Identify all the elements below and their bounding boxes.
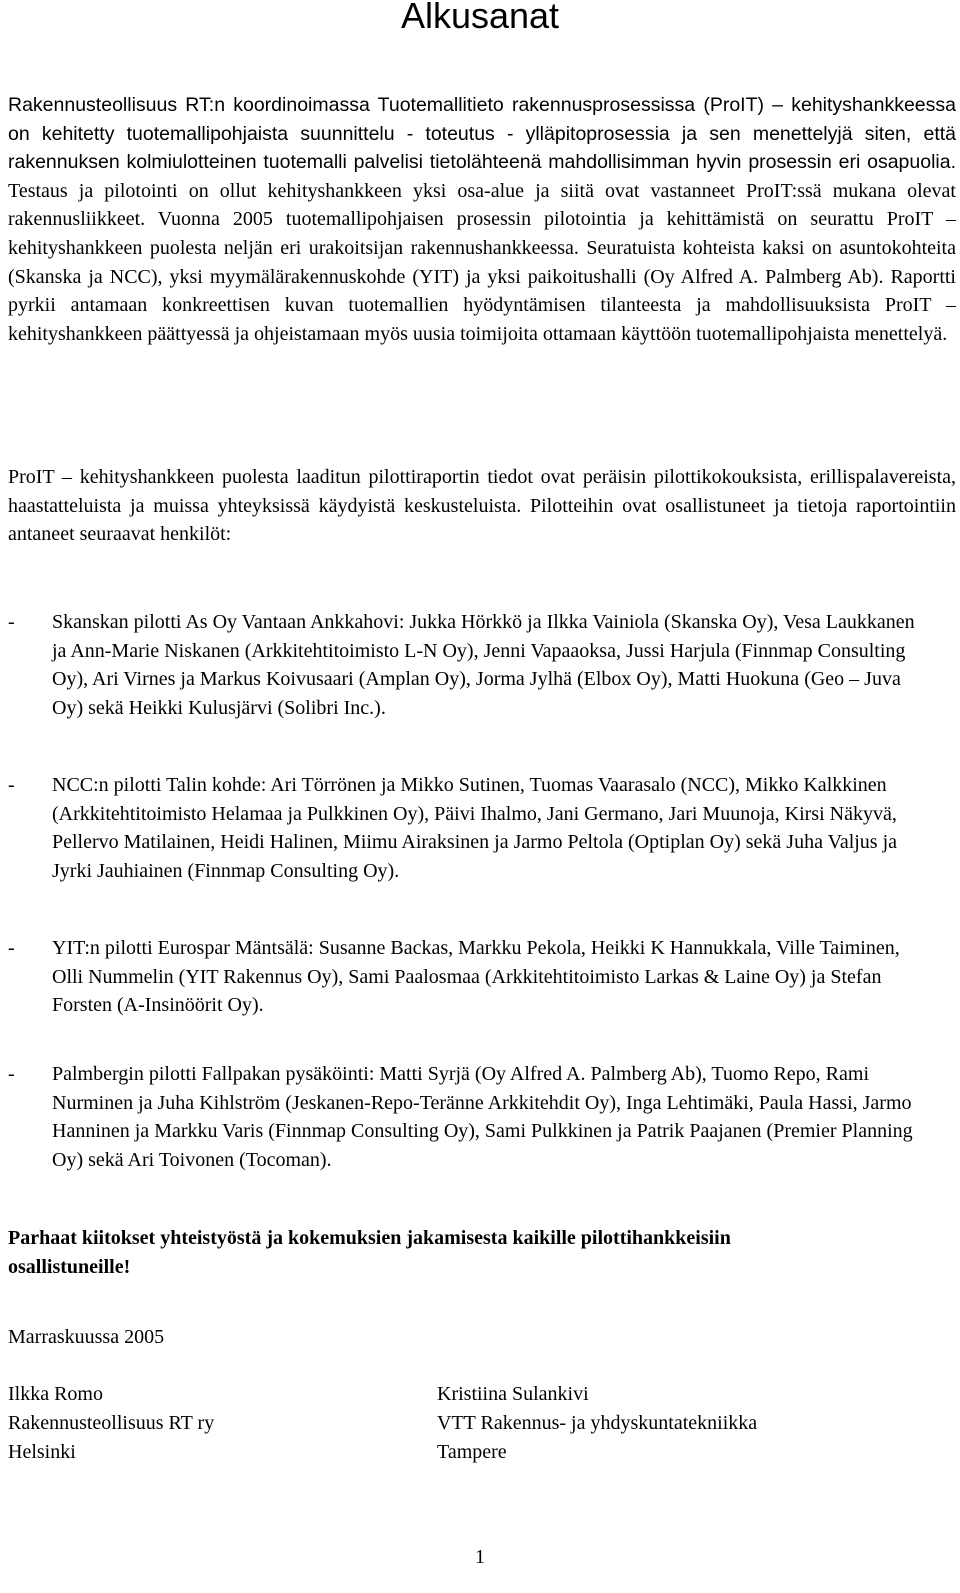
list-bullet: - (8, 937, 15, 959)
signer-organization: VTT Rakennus- ja yhdyskuntatekniikka (437, 1412, 758, 1434)
thanks-note: Parhaat kiitokset yhteistyöstä ja kokemuksien jakamisesta kaikille pilottihankkeisiin osallistuneille! (8, 1227, 731, 1278)
list-item-text: NCC:n pilotti Talin kohde: Ari Törrönen ja Mikko Sutinen, Tuomas Vaarasalo (NCC), Mikko Kalkkinen (Arkkitehtitoimisto Helamaa ja Pulkkinen Oy), Päivi Ihalmo, Jani Germano, Jari Muunoja, Kirsi Näkyvä, Pellervo Matilainen, Heidi Halinen, Miimu Airaksinen ja Jarmo Peltola (Optiplan Oy) sekä Juha Valjus ja Jyrki Jauhiainen (Finnmap Consulting Oy). (52, 774, 898, 882)
signature-right (437, 1380, 757, 1467)
signer-organization: Rakennusteollisuus RT ry (8, 1412, 215, 1434)
signer-city: Tampere (437, 1441, 507, 1463)
page-title: Alkusanat (400, 0, 560, 36)
list-item-text: Skanskan pilotti As Oy Vantaan Ankkahovi: Jukka Hörkkö ja Ilkka Vainiola (Skanska Oy), Vesa Laukkanen ja Ann-Marie Niskanen (Arkkitehtitoimisto L-N Oy), Jenni Vapaaoksa, Jussi Harjula (Finnmap Consulting Oy), Ari Virnes ja Markus Koivusaari (Amplan Oy), Jorma Jylhä (Elbox Oy), Matti Huokuna (Geo – Juva Oy) sekä Heikki Kulusjärvi (Solibri Inc.). (52, 611, 915, 719)
signer-city: Helsinki (8, 1441, 76, 1463)
list-item-text: Palmbergin pilotti Fallpakan pysäköinti: Matti Syrjä (Oy Alfred A. Palmberg Ab), Tuomo Repo, Rami Nurminen ja Juha Kihlström (Jeskanen-Repo-Teränne Arkkitehdit Oy), Inga Lehtimäki, Paula Hassi, Jarmo Hanninen ja Markku Varis (Finnmap Consulting Oy), Sami Pulkkinen ja Patrik Paajanen (Premier Planning Oy) sekä Ari Toivonen (Tocoman). (52, 1063, 913, 1171)
signer-name: Ilkka Romo (8, 1383, 103, 1405)
list-bullet: - (8, 1063, 15, 1085)
list-bullet: - (8, 774, 15, 796)
sources-paragraph: ProIT – kehityshankkeen puolesta laaditun pilottiraportin tiedot ovat peräisin pilottikokouksista, erillispalavereista, haastatteluista ja muissa yhteyksissä käydyistä keskusteluista. Pilotteihin ovat osallistuneet ja tietoja raportointiin antaneet seuraavat henkilöt: (8, 466, 956, 546)
list-bullet: - (8, 611, 15, 633)
signature-left (8, 1380, 214, 1467)
intro-paragraph-part-1: Rakennusteollisuus RT:n koordinoimassa Tuotemallitieto rakennusprosessissa (ProIT) – kehityshankkeessa on kehitetty tuotemallipohjaista suunnittelu - toteutus - ylläpitoprosessia ja sen menettelyjä siten, että rakennuksen kolmiulotteinen tuotemalli palvelisi tietolähteenä mahdollisimman hyvin prosessin eri osapuolia. (8, 94, 956, 174)
date-line: Marraskuussa 2005 (8, 1326, 165, 1348)
signer-name: Kristiina Sulankivi (437, 1383, 589, 1405)
intro-paragraph (8, 91, 956, 348)
intro-paragraph-part-4: Seuratuista kohteista kaksi on asuntokohteita (Skanska ja NCC), yksi myymälärakennuskohde (YIT) ja yksi paikoitushalli (Oy Alfred A. Palmberg Ab). Raportti pyrkii antamaan konkreettisen kuvan tuotemallien hyödyntämisen tilanteesta ja mahdollisuuksista ProIT – kehityshankkeen päättyessä ja ohjeistamaan myös uusia toimijoita ottamaan käyttöön tuotemallipohjaista menettelyä. (8, 236, 956, 345)
intro-paragraph-part-3: Vuonna 2005 tuotemallipohjaisen prosessin pilotointia ja kehittämistä on seurattu ProIT – kehityshankkeen puolesta neljän eri urakoitsijan rakennushankkeessa. (8, 208, 956, 259)
intro-paragraph-part-2: Testaus ja pilotointi on ollut kehityshankkeen yksi osa-alue ja siitä ovat vastanneet ProIT:ssä mukana olevat rakennusliikkeet. (8, 179, 956, 231)
list-item-text: YIT:n pilotti Eurospar Mäntsälä: Susanne Backas, Markku Pekola, Heikki K Hannukkala, Ville Taiminen, Olli Nummelin (YIT Rakennus Oy), Sami Paalosmaa (Arkkitehtitoimisto Larkas & Laine Oy) ja Stefan Forsten (A-Insinöörit Oy). (52, 937, 900, 1017)
page-number: 1 (475, 1546, 485, 1568)
